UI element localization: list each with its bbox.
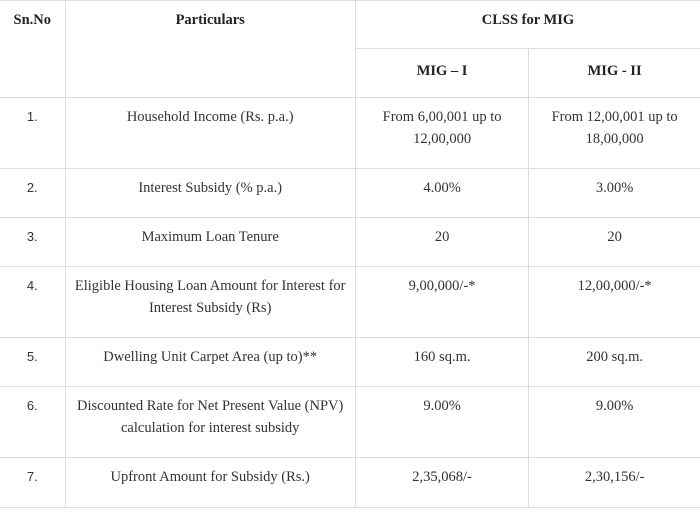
header-row (0, 1, 700, 49)
row-particular: Discounted Rate for Net Present Value (NPV) calculation for interest subsidy (65, 387, 355, 458)
table-row (0, 387, 700, 458)
row-mig1: From 6,00,001 up to 12,00,000 (355, 98, 528, 169)
row-mig2: 20 (529, 218, 700, 267)
row-mig2: 12,00,000/-* (529, 267, 700, 338)
table-row (0, 218, 700, 267)
row-mig2: 2,30,156/- (529, 458, 700, 508)
row-mig1: 9.00% (355, 387, 528, 458)
row-particular: Household Income (Rs. p.a.) (65, 98, 355, 169)
header-group: CLSS for MIG (355, 1, 700, 49)
row-mig1: 9,00,000/-* (355, 267, 528, 338)
row-particular: Maximum Loan Tenure (65, 218, 355, 267)
row-mig2: 9.00% (529, 387, 700, 458)
row-mig2: 3.00% (529, 169, 700, 218)
table-row (0, 338, 700, 387)
row-mig1: 160 sq.m. (355, 338, 528, 387)
row-mig2: 200 sq.m. (529, 338, 700, 387)
row-mig2: From 12,00,001 up to 18,00,000 (529, 98, 700, 169)
row-sn: 3. (0, 218, 65, 267)
table-row (0, 98, 700, 169)
row-particular: Dwelling Unit Carpet Area (up to)** (65, 338, 355, 387)
row-particular: Interest Subsidy (% p.a.) (65, 169, 355, 218)
table-row (0, 169, 700, 218)
header-particulars: Particulars (65, 1, 355, 98)
row-mig1: 2,35,068/- (355, 458, 528, 508)
row-sn: 5. (0, 338, 65, 387)
row-particular: Upfront Amount for Subsidy (Rs.) (65, 458, 355, 508)
row-sn: 1. (0, 98, 65, 169)
header-mig2: MIG - II (529, 49, 700, 98)
row-mig1: 4.00% (355, 169, 528, 218)
table-row (0, 267, 700, 338)
header-mig1: MIG – I (355, 49, 528, 98)
row-sn: 2. (0, 169, 65, 218)
row-mig1: 20 (355, 218, 528, 267)
row-sn: 6. (0, 387, 65, 458)
row-sn: 4. (0, 267, 65, 338)
table-row (0, 458, 700, 508)
row-sn: 7. (0, 458, 65, 508)
header-sn: Sn.No (0, 1, 65, 98)
row-particular: Eligible Housing Loan Amount for Interest for Interest Subsidy (Rs) (65, 267, 355, 338)
